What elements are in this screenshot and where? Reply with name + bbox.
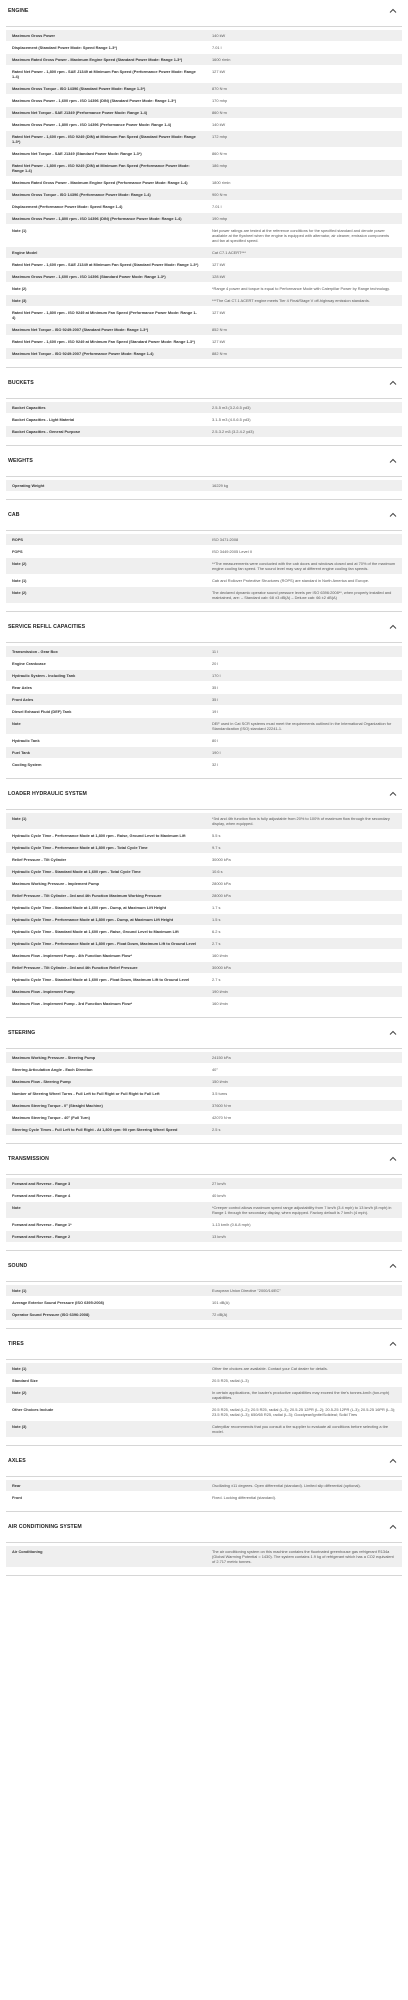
section-header[interactable]	[6, 783, 402, 810]
section-title: CAB	[8, 512, 20, 518]
spec-value: 150 l/min	[212, 1079, 228, 1084]
spec-label: Maximum Flow - Implement Pump	[12, 989, 75, 994]
spec-value: 27 km/h	[212, 1181, 226, 1186]
spec-value: 24150 kPa	[212, 1055, 231, 1060]
chevron-up-icon[interactable]	[388, 378, 398, 388]
spec-row	[6, 213, 402, 225]
spec-value: 1-13 km/h (0.6-8 mph)	[212, 1222, 251, 1227]
spec-row	[6, 854, 402, 866]
spec-value: 860 N·m	[212, 110, 227, 115]
spec-row	[6, 426, 402, 438]
spec-row	[6, 1480, 402, 1492]
spec-row	[6, 646, 402, 658]
spec-label: Number of Steering Wheel Turns - Full Left to Full Right or Full Right to Full Left	[12, 1091, 160, 1096]
spec-value: 11 l	[212, 649, 218, 654]
spec-row	[6, 1309, 402, 1321]
spec-value: 2.7 s	[212, 977, 221, 982]
spec-value: 1.7 s	[212, 905, 221, 910]
section-title: AXLES	[8, 1458, 26, 1464]
spec-label: Rear Axles	[12, 685, 32, 690]
spec-row	[6, 1421, 402, 1438]
spec-row	[6, 1076, 402, 1088]
spec-label: Transmission - Gear Box	[12, 649, 58, 654]
spec-value: 128 kW	[212, 274, 226, 279]
section-title: LOADER HYDRAULIC SYSTEM	[8, 791, 87, 797]
spec-row	[6, 1124, 402, 1136]
spec-row	[6, 1100, 402, 1112]
spec-row	[6, 189, 402, 201]
spec-row	[6, 259, 402, 271]
spec-row	[6, 1404, 402, 1421]
section-body	[6, 1282, 402, 1329]
spec-label: ROPS	[12, 537, 24, 542]
chevron-up-icon[interactable]	[388, 789, 398, 799]
section-body	[6, 1477, 402, 1512]
section-body	[6, 643, 402, 779]
spec-value: 7.01 l	[212, 45, 222, 50]
spec-label: Engine Crankcase	[12, 661, 46, 666]
spec-value: 160 l/min	[212, 953, 228, 958]
chevron-up-icon[interactable]	[388, 456, 398, 466]
spec-value: 190 mhp	[212, 216, 228, 221]
spec-row	[6, 866, 402, 878]
spec-row	[6, 658, 402, 670]
spec-value: 882 N·m	[212, 351, 227, 356]
spec-value: 10.6 s	[212, 869, 223, 874]
spec-label: Fuel Tank	[12, 750, 30, 755]
spec-label: Maximum Flow - Implement Pump - 4th Function Maximum Flow*	[12, 953, 132, 958]
spec-value: 852 N·m	[212, 327, 227, 332]
spec-value: In certain applications, the loader's productive capabilities may exceed the tire's tonnes-km/h (ton-mph) capabilities.	[212, 1390, 390, 1400]
spec-label: Engine Model	[12, 250, 38, 255]
section-title: BUCKETS	[8, 380, 34, 386]
section-body	[6, 1360, 402, 1446]
spec-value: ***The Cat C7.1 ACERT engine meets Tier 4 Final/Stage V off-highway emission standards.	[212, 298, 370, 303]
spec-row	[6, 247, 402, 259]
spec-row	[6, 160, 402, 177]
section-body	[6, 531, 402, 612]
section-title: SOUND	[8, 1263, 28, 1269]
spec-label: Note (3)	[12, 1424, 27, 1429]
spec-label: Note (2)	[12, 590, 27, 595]
spec-row	[6, 295, 402, 307]
section-body	[6, 477, 402, 500]
spec-label: Maximum Net Torque - SAE J1349 (Standard Power Mode: Range 1-3*)	[12, 151, 142, 156]
spec-value: 20.5 R25, radial (L-2); 20.5 R25, radial (L-3); 20.5-25 12PR (L-2); 20.5-25 12PR (L-3); 20.5-25 16PR (L-3); 23.5 R25, radial (L-3); 650/65 R25, radial (L-3); Goodyear/Ignite/Solideal; Solid Tires	[212, 1407, 396, 1417]
spec-row	[6, 1178, 402, 1190]
spec-row	[6, 558, 402, 575]
spec-value: 20.5 R25, radial (L-3)	[212, 1378, 249, 1383]
spec-row	[6, 336, 402, 348]
spec-row	[6, 1231, 402, 1243]
spec-label: Relief Pressure - Tilt Cylinder - 3rd and 4th Function Maximum Working Pressure	[12, 893, 162, 898]
spec-value: 2.5 s	[212, 1127, 221, 1132]
spec-label: Maximum Working Pressure - Steering Pump	[12, 1055, 96, 1060]
spec-value: 101 dB(A)	[212, 1300, 230, 1305]
section-header[interactable]	[6, 372, 402, 399]
spec-row	[6, 131, 402, 148]
spec-value: 140 kW	[212, 122, 226, 127]
spec-value: 13 km/h	[212, 1234, 226, 1239]
spec-row	[6, 682, 402, 694]
spec-label: Rated Net Power - 1,800 rpm - SAE J1349 at Minimum Fan Speed (Performance Power Mode: Range 1-4)	[12, 69, 196, 79]
spec-row	[6, 348, 402, 360]
chevron-up-icon[interactable]	[388, 1522, 398, 1532]
chevron-up-icon[interactable]	[388, 6, 398, 16]
spec-label: Maximum Net Torque - ISO 9249:2007 (Performance Power Mode: Range 1-4)	[12, 351, 154, 356]
spec-value: 35 l	[212, 685, 219, 690]
spec-row	[6, 225, 402, 247]
spec-label: Forward and Reverse - Range 2	[12, 1234, 71, 1239]
spec-value: 2.7 s	[212, 941, 221, 946]
spec-row	[6, 694, 402, 706]
spec-label: Diesel Exhaust Fluid (DEF) Tank	[12, 709, 72, 714]
spec-row	[6, 830, 402, 842]
spec-value: Fixed. Locking differential (standard).	[212, 1495, 276, 1500]
chevron-up-icon[interactable]	[388, 510, 398, 520]
spec-row	[6, 759, 402, 771]
spec-value: 9.7 s	[212, 845, 221, 850]
spec-row	[6, 718, 402, 735]
spec-value: Cat C7.1 ACERT***	[212, 250, 246, 255]
spec-value: 30000 kPa	[212, 857, 231, 862]
spec-value: 30000 kPa	[212, 965, 231, 970]
spec-value: The air conditioning system on this machine contains the fluorinated greenhouse gas refrigerant R134a (Global Warming Potential = 1430). The system contains 1.9 kg of refrigerant which has a CO2 equivalent of 2.717 metric tonnes.	[212, 1549, 394, 1564]
spec-label: Rated Net Power - 1,600 rpm - SAE J1349 at Minimum Fan Speed (Standard Power Mode: Range 1-3*)	[12, 262, 199, 267]
spec-label: Standard Size	[12, 1378, 38, 1383]
spec-accordion	[6, 0, 402, 1580]
chevron-up-icon[interactable]	[388, 1456, 398, 1466]
spec-value: 2.5-3.2 m3 (3.2-4.2 yd3)	[212, 429, 254, 434]
spec-label: Note (2)	[12, 1390, 27, 1395]
spec-row	[6, 986, 402, 998]
spec-value: 20 l	[212, 661, 219, 666]
spec-row	[6, 95, 402, 107]
section-header[interactable]	[6, 1148, 402, 1175]
spec-row	[6, 42, 402, 54]
spec-value: 3.1-5 m3 (4.0-6.5 yd3)	[212, 417, 251, 422]
spec-value: The declared dynamic operator sound pressure levels per ISO 6396:2008**, when properly installed and maintained, are: – Standard cab: 68 ±3 dB(A) – Deluxe cab: 66 ±2 dB(A)	[212, 590, 392, 600]
spec-label: Maximum Gross Power - 1,800 rpm - ISO 14396 (DIN) (Performance Power Mode: Range 1-4)	[12, 216, 182, 221]
spec-value: 37600 N·m	[212, 1103, 232, 1108]
spec-value: 80 l	[212, 738, 219, 743]
section-header[interactable]	[6, 616, 402, 643]
section-header[interactable]	[6, 0, 402, 27]
section-body	[6, 399, 402, 446]
section-header[interactable]	[6, 1450, 402, 1477]
spec-label: Hydraulic Cycle Time - Performance Mode at 1,800 rpm - Raise, Ground Level to Maximum Lift	[12, 833, 186, 838]
spec-value: *Range 4 power and torque is equal to Performance Mode with Caterpillar Power by Range technology.	[212, 286, 390, 291]
spec-label: Hydraulic Cycle Time - Standard Mode at 1,600 rpm - Raise, Ground Level to Maximum Lift	[12, 929, 179, 934]
spec-row	[6, 587, 402, 604]
spec-label: Average Exterior Sound Pressure (ISO 6395:2008)	[12, 1300, 104, 1305]
spec-label: Displacement (Performance Power Mode: Speed Range 1-4)	[12, 204, 123, 209]
spec-row	[6, 1492, 402, 1504]
spec-label: Steering Articulation Angle - Each Direction	[12, 1067, 93, 1072]
spec-label: Maximum Gross Power - 1,800 rpm - ISO 14396 (Performance Power Mode: Range 1-4)	[12, 122, 172, 127]
spec-row	[6, 201, 402, 213]
spec-label: Cooling System	[12, 762, 42, 767]
section-body	[6, 1175, 402, 1251]
spec-label: Hydraulic System - Including Tank	[12, 673, 76, 678]
spec-row	[6, 1375, 402, 1387]
spec-value: 28000 kPa	[212, 893, 231, 898]
section-title: AIR CONDITIONING SYSTEM	[8, 1524, 82, 1530]
spec-value: 127 kW	[212, 262, 226, 267]
spec-row	[6, 324, 402, 336]
spec-label: Maximum Flow - Steering Pump	[12, 1079, 71, 1084]
spec-value: 186 mhp	[212, 163, 228, 168]
spec-label: Air Conditioning	[12, 1549, 43, 1554]
spec-row	[6, 30, 402, 42]
spec-value: 42070 N·m	[212, 1115, 232, 1120]
spec-row	[6, 1190, 402, 1202]
spec-label: Hydraulic Cycle Time - Performance Mode at 1,800 rpm - Total Cycle Time	[12, 845, 148, 850]
spec-label: Note (1)	[12, 816, 27, 821]
spec-row	[6, 962, 402, 974]
spec-value: 190 l/min	[212, 989, 228, 994]
spec-value: Net power ratings are tested at the reference conditions for the specified standard and denote power available at the flywheel when the engine is equipped with alternator, air cleaner, emission components and fan at specified speed.	[212, 228, 390, 243]
spec-value: 172 mhp	[212, 134, 228, 139]
spec-value: 28000 kPa	[212, 881, 231, 886]
spec-label: Note (1)	[12, 578, 27, 583]
spec-label: Bucket Capacities - Light Material	[12, 417, 75, 422]
spec-row	[6, 950, 402, 962]
spec-value: 16229 kg	[212, 483, 229, 488]
spec-label: Maximum Net Torque - ISO 9249:2007 (Standard Power Mode: Range 1-3*)	[12, 327, 149, 332]
spec-label: Note (2)	[12, 561, 27, 566]
spec-label: Note (1)	[12, 1288, 27, 1293]
spec-row	[6, 575, 402, 587]
spec-value: DEF used in Cat SCR systems must meet the requirements outlined in the International Organization for Standardization (ISO) standard 22241-1.	[212, 721, 392, 731]
spec-value: 860 N·m	[212, 151, 227, 156]
spec-label: Note (1)	[12, 228, 27, 233]
spec-row	[6, 1064, 402, 1076]
spec-row	[6, 842, 402, 854]
spec-row	[6, 1112, 402, 1124]
spec-value: 6.2 s	[212, 929, 221, 934]
spec-row	[6, 1297, 402, 1309]
spec-row	[6, 1546, 402, 1568]
spec-row	[6, 926, 402, 938]
spec-label: Forward and Reverse - Range 1*	[12, 1222, 72, 1227]
spec-label: Rated Net Power - 1,800 rpm - ISO 9249 (DIN) at Minimum Fan Speed (Performance Power Mode: Range 1-4)	[12, 163, 190, 173]
spec-value: Cab and Rollover Protective Structures (ROPS) are standard in North America and Europe.	[212, 578, 369, 583]
spec-row	[6, 414, 402, 426]
spec-row	[6, 534, 402, 546]
spec-value: 40°	[212, 1067, 218, 1072]
spec-value: European Union Directive "2000/14/EC"	[212, 1288, 281, 1293]
spec-row	[6, 878, 402, 890]
spec-row	[6, 546, 402, 558]
section-header[interactable]	[6, 1022, 402, 1049]
spec-label: Rated Net Power - 1,800 rpm - ISO 9249 at Minimum Fan Speed (Performance Power Mode: Range 1-4)	[12, 310, 197, 320]
spec-label: Front	[12, 1495, 22, 1500]
spec-label: Displacement (Standard Power Mode: Speed Range 1-3*)	[12, 45, 118, 50]
spec-label: Note	[12, 1205, 21, 1210]
spec-value: 140 kW	[212, 33, 226, 38]
spec-value: 190 l	[212, 750, 221, 755]
chevron-up-icon[interactable]	[388, 1028, 398, 1038]
spec-label: Other Choices Include	[12, 1407, 54, 1412]
spec-value: 19 l	[212, 709, 219, 714]
spec-label: Maximum Steering Torque - 40° (Full Turn)	[12, 1115, 90, 1120]
spec-row	[6, 1387, 402, 1404]
spec-row	[6, 890, 402, 902]
spec-value: 5.5 s	[212, 833, 221, 838]
spec-label: Note (1)	[12, 1366, 27, 1371]
spec-value: 160 l/min	[212, 1001, 228, 1006]
spec-label: Maximum Working Pressure - Implement Pump	[12, 881, 100, 886]
spec-row	[6, 271, 402, 283]
spec-label: Relief Pressure - Tilt Cylinder	[12, 857, 67, 862]
section-title: TRANSMISSION	[8, 1156, 49, 1162]
spec-row	[6, 107, 402, 119]
section-header[interactable]	[6, 1333, 402, 1360]
spec-value: 32 l	[212, 762, 219, 767]
spec-label: Rear	[12, 1483, 21, 1488]
section-title: TIRES	[8, 1341, 24, 1347]
spec-row	[6, 119, 402, 131]
spec-row	[6, 938, 402, 950]
spec-value: 1600 r/min	[212, 57, 231, 62]
spec-label: Forward and Reverse - Range 4	[12, 1193, 71, 1198]
section-header[interactable]	[6, 504, 402, 531]
spec-label: Hydraulic Cycle Time - Standard Mode at 1,600 rpm - Dump, at Maximum Lift Height	[12, 905, 167, 910]
spec-row	[6, 1219, 402, 1231]
spec-value: 2.5-5 m3 (3.2-6.5 yd3)	[212, 405, 251, 410]
section-header[interactable]	[6, 450, 402, 477]
spec-value: 3.5 turns	[212, 1091, 228, 1096]
spec-value: 40 km/h	[212, 1193, 226, 1198]
spec-row	[6, 177, 402, 189]
section-title: STEERING	[8, 1030, 36, 1036]
spec-label: Forward and Reverse - Range 3	[12, 1181, 71, 1186]
spec-value: ISO 3449:2005 Level II	[212, 549, 252, 554]
spec-row	[6, 402, 402, 414]
spec-row	[6, 1202, 402, 1219]
spec-row	[6, 813, 402, 830]
spec-row	[6, 283, 402, 295]
spec-row	[6, 480, 402, 492]
section-title: ENGINE	[8, 8, 29, 14]
spec-value: 127 kW	[212, 69, 226, 74]
spec-label: Hydraulic Cycle Time - Standard Mode at 1,600 rpm - Float Down, Maximum Lift to Ground Level	[12, 977, 190, 982]
spec-label: Maximum Rated Gross Power - Maximum Engine Speed (Standard Power Mode: Range 1-3*)	[12, 57, 183, 62]
spec-row	[6, 1052, 402, 1064]
spec-value: **The measurements were conducted with the cab doors and windows closed and at 70% of the maximum engine cooling fan speed. The sound level may vary at different engine cooling fan speeds.	[212, 561, 396, 571]
spec-value: 170 mhp	[212, 98, 228, 103]
spec-label: Front Axles	[12, 697, 34, 702]
spec-row	[6, 1285, 402, 1297]
spec-row	[6, 54, 402, 66]
spec-label: Relief Pressure - Tilt Cylinder - 3rd and 4th Function Relief Pressure	[12, 965, 138, 970]
spec-value: 127 kW	[212, 310, 226, 315]
spec-row	[6, 974, 402, 986]
spec-row	[6, 66, 402, 83]
spec-label: Operator Sound Pressure (ISO 6396:2008)	[12, 1312, 90, 1317]
spec-label: Bucket Capacities - General Purpose	[12, 429, 81, 434]
spec-label: Maximum Gross Torque - ISO 14396 (Standard Power Mode: Range 1-3*)	[12, 86, 146, 91]
spec-row	[6, 1088, 402, 1100]
spec-row	[6, 998, 402, 1010]
spec-label: Steering Cycle Times - Full Left to Full Right - At 1,800 rpm: 90 rpm Steering Wheel Speed	[12, 1127, 178, 1132]
spec-label: Maximum Gross Power	[12, 33, 56, 38]
spec-value: *3rd and 4th function flow is fully adjustable from 20% to 100% of maximum flow through the secondary display, when equipped.	[212, 816, 390, 826]
spec-value: Other tire choices are available. Contact your Cat dealer for details.	[212, 1366, 328, 1371]
spec-row	[6, 1363, 402, 1375]
spec-label: Operating Weight	[12, 483, 45, 488]
chevron-up-icon[interactable]	[388, 1339, 398, 1349]
section-header[interactable]	[6, 1516, 402, 1543]
spec-value: Caterpillar recommends that you consult a tire supplier to evaluate all conditions before selecting a tire model.	[212, 1424, 389, 1434]
spec-row	[6, 902, 402, 914]
spec-row	[6, 735, 402, 747]
chevron-up-icon[interactable]	[388, 622, 398, 632]
spec-row	[6, 914, 402, 926]
spec-value: 127 kW	[212, 339, 226, 344]
chevron-up-icon[interactable]	[388, 1154, 398, 1164]
chevron-up-icon[interactable]	[388, 1261, 398, 1271]
spec-label: FOPS	[12, 549, 23, 554]
spec-label: Hydraulic Tank	[12, 738, 40, 743]
spec-label: Note (3)	[12, 298, 27, 303]
spec-label: Rated Net Power - 1,600 rpm - ISO 9249 at Minimum Fan Speed (Standard Power Mode: Range 1-3*)	[12, 339, 195, 344]
spec-label: Maximum Gross Power - 1,600 rpm - ISO 14396 (Standard Power Mode: Range 1-3*)	[12, 274, 166, 279]
spec-label: Rated Net Power - 1,600 rpm - ISO 9249 (DIN) at Minimum Fan Speed (Standard Power Mode: Range 1-3*)	[12, 134, 196, 144]
spec-label: Maximum Steering Torque - 0° (Straight Machine)	[12, 1103, 103, 1108]
spec-value: 870 N·m	[212, 86, 227, 91]
spec-label: Maximum Net Torque - SAE J1349 (Performance Power Mode: Range 1-4)	[12, 110, 148, 115]
spec-value: 900 N·m	[212, 192, 227, 197]
spec-value: Oscillating ±11 degrees. Open differential (standard). Limited slip differential (optional).	[212, 1483, 361, 1488]
spec-value: ISO 3471:2008	[212, 537, 239, 542]
spec-value: 1.5 s	[212, 917, 221, 922]
spec-label: Bucket Capacities	[12, 405, 46, 410]
spec-row	[6, 83, 402, 95]
spec-value: 35 l	[212, 697, 219, 702]
spec-label: Hydraulic Cycle Time - Performance Mode at 1,800 rpm - Float Down, Maximum Lift to Ground Level	[12, 941, 197, 946]
spec-value: *Creeper control allows maximum speed range adjustability from 7 km/h (3.4 mph) to 13 km/h (8 mph) in Range 1 through the secondary display, when equipped. Factory default is 7 km/h (4 mph).	[212, 1205, 392, 1215]
spec-row	[6, 307, 402, 324]
section-body	[6, 27, 402, 368]
spec-label: Hydraulic Cycle Time - Standard Mode at 1,600 rpm - Total Cycle Time	[12, 869, 141, 874]
spec-row	[6, 670, 402, 682]
spec-row	[6, 706, 402, 718]
spec-label: Hydraulic Cycle Time - Performance Mode at 1,800 rpm - Dump, at Maximum Lift Height	[12, 917, 173, 922]
spec-label: Maximum Flow - Implement Pump - 3rd Function Maximum Flow*	[12, 1001, 133, 1006]
spec-row	[6, 747, 402, 759]
section-title: WEIGHTS	[8, 458, 33, 464]
section-body	[6, 1049, 402, 1144]
spec-label: Maximum Gross Power - 1,600 rpm - ISO 14396 (DIN) (Standard Power Mode: Range 1-3*)	[12, 98, 177, 103]
spec-value: 170 l	[212, 673, 221, 678]
spec-label: Note (2)	[12, 286, 27, 291]
spec-label: Note	[12, 721, 21, 726]
spec-label: Maximum Rated Gross Power - Maximum Engine Speed (Performance Power Mode: Range 1-4)	[12, 180, 188, 185]
spec-value: 1800 r/min	[212, 180, 231, 185]
spec-row	[6, 148, 402, 160]
spec-value: 72 dB(A)	[212, 1312, 228, 1317]
section-body	[6, 810, 402, 1018]
section-body	[6, 1543, 402, 1576]
section-header[interactable]	[6, 1255, 402, 1282]
section-title: SERVICE REFILL CAPACITIES	[8, 624, 86, 630]
spec-value: 7.01 l	[212, 204, 222, 209]
spec-label: Maximum Gross Torque - ISO 14396 (Performance Power Mode: Range 1-4)	[12, 192, 151, 197]
